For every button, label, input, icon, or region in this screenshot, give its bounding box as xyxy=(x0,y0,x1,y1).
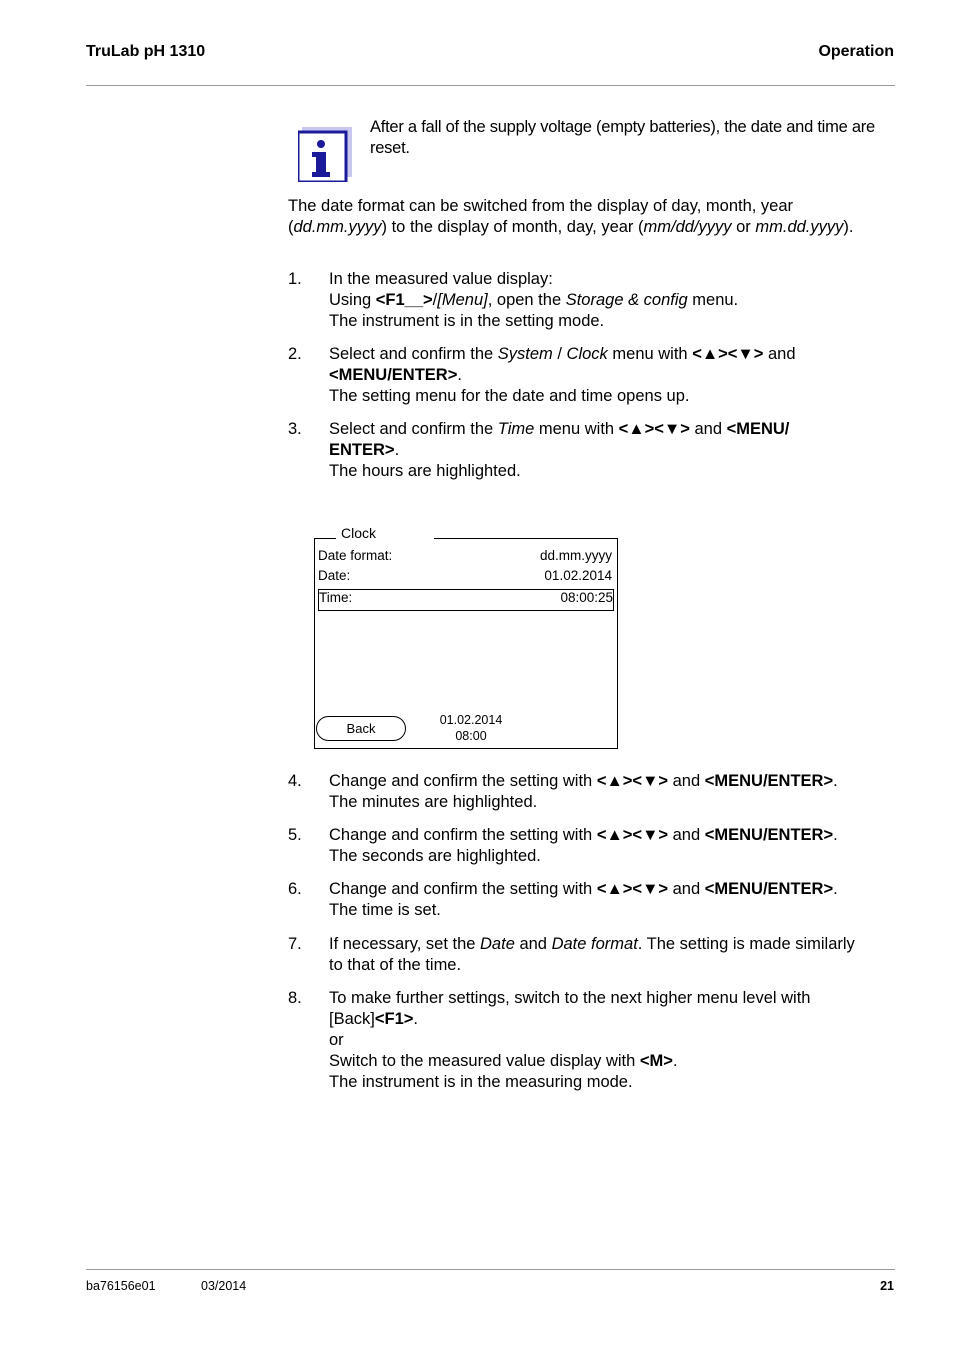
setting-row-date-format[interactable] xyxy=(317,547,615,565)
header-divider xyxy=(86,85,895,86)
step-result: The instrument is in the setting mode. xyxy=(329,312,605,330)
step-line: ENTER>. xyxy=(329,441,400,459)
step-result: The hours are highlighted. xyxy=(329,462,521,480)
step-line: If necessary, set the Date and Date format. The setting is made similarly xyxy=(329,935,855,953)
step-line: Select and confirm the Time menu with <▲><▼> and <MENU/ xyxy=(329,420,790,438)
step-result: The time is set. xyxy=(329,901,441,919)
step-result: The minutes are highlighted. xyxy=(329,793,538,811)
status-time: 08:00 xyxy=(455,729,487,743)
step-line: <MENU/ENTER>. xyxy=(329,366,462,384)
setting-label: Date: xyxy=(318,568,351,583)
screen-title-rule xyxy=(314,538,336,539)
screen-title: Clock xyxy=(314,525,434,539)
step-result: The seconds are highlighted. xyxy=(329,847,541,865)
setting-value: dd.mm.yyyy xyxy=(539,548,612,563)
step-line: or xyxy=(329,1031,344,1049)
running-header-section: Operation xyxy=(818,43,894,60)
step-number: 5. xyxy=(288,826,302,844)
note-text: After a fall of the supply voltage (empty batteries), the date and time are reset. xyxy=(370,118,875,157)
step-line: Change and confirm the setting with <▲><▼> and <MENU/ENTER>. xyxy=(329,826,838,844)
setting-row-time[interactable] xyxy=(318,589,614,611)
step-result: The setting menu for the date and time opens up. xyxy=(329,387,690,405)
status-datetime xyxy=(430,712,512,744)
footer-divider xyxy=(86,1269,895,1270)
step-line: To make further settings, switch to the next higher menu level with xyxy=(329,989,811,1007)
footer-date: 03/2014 xyxy=(201,1279,247,1293)
step-line: to that of the time. xyxy=(329,956,462,974)
intro-paragraph xyxy=(288,196,898,238)
step-line: Switch to the measured value display with <M>. xyxy=(329,1052,678,1070)
step-number: 6. xyxy=(288,880,302,898)
status-date: 01.02.2014 xyxy=(439,713,503,727)
info-icon xyxy=(298,127,352,182)
step-number: 1. xyxy=(288,270,302,288)
step-number: 7. xyxy=(288,935,302,953)
step-line: In the measured value display: xyxy=(329,270,553,288)
setting-value: 01.02.2014 xyxy=(544,568,612,583)
step-line: [Back]<F1>. xyxy=(329,1010,418,1028)
step-line: Change and confirm the setting with <▲><▼> and <MENU/ENTER>. xyxy=(329,880,838,898)
back-button[interactable]: Back xyxy=(316,716,406,741)
page-number: 21 xyxy=(880,1279,894,1293)
intro-line-1: The date format can be switched from the display of day, month, year xyxy=(288,197,794,215)
step-line: Using <F1__>/[Menu], open the Storage & config menu. xyxy=(329,291,739,309)
step-line: Select and confirm the System / Clock menu with <▲><▼> and xyxy=(329,345,796,363)
step-number: 3. xyxy=(288,420,302,438)
footer-doc-id: ba76156e01 xyxy=(86,1279,156,1293)
step-number: 8. xyxy=(288,989,302,1007)
setting-value: 08:00:25 xyxy=(560,590,613,605)
intro-line-2: (dd.mm.yyyy) to the display of month, day, year (mm/dd/yyyy or mm.dd.yyyy). xyxy=(288,218,854,236)
step-number: 2. xyxy=(288,345,302,363)
running-header-title: TruLab pH 1310 xyxy=(86,43,206,60)
step-result: The instrument is in the measuring mode. xyxy=(329,1073,633,1091)
step-line: Change and confirm the setting with <▲><▼> and <MENU/ENTER>. xyxy=(329,772,838,790)
setting-label: Date format: xyxy=(318,548,393,563)
step-number: 4. xyxy=(288,772,302,790)
setting-row-date[interactable] xyxy=(317,567,615,585)
setting-label: Time: xyxy=(319,590,353,605)
